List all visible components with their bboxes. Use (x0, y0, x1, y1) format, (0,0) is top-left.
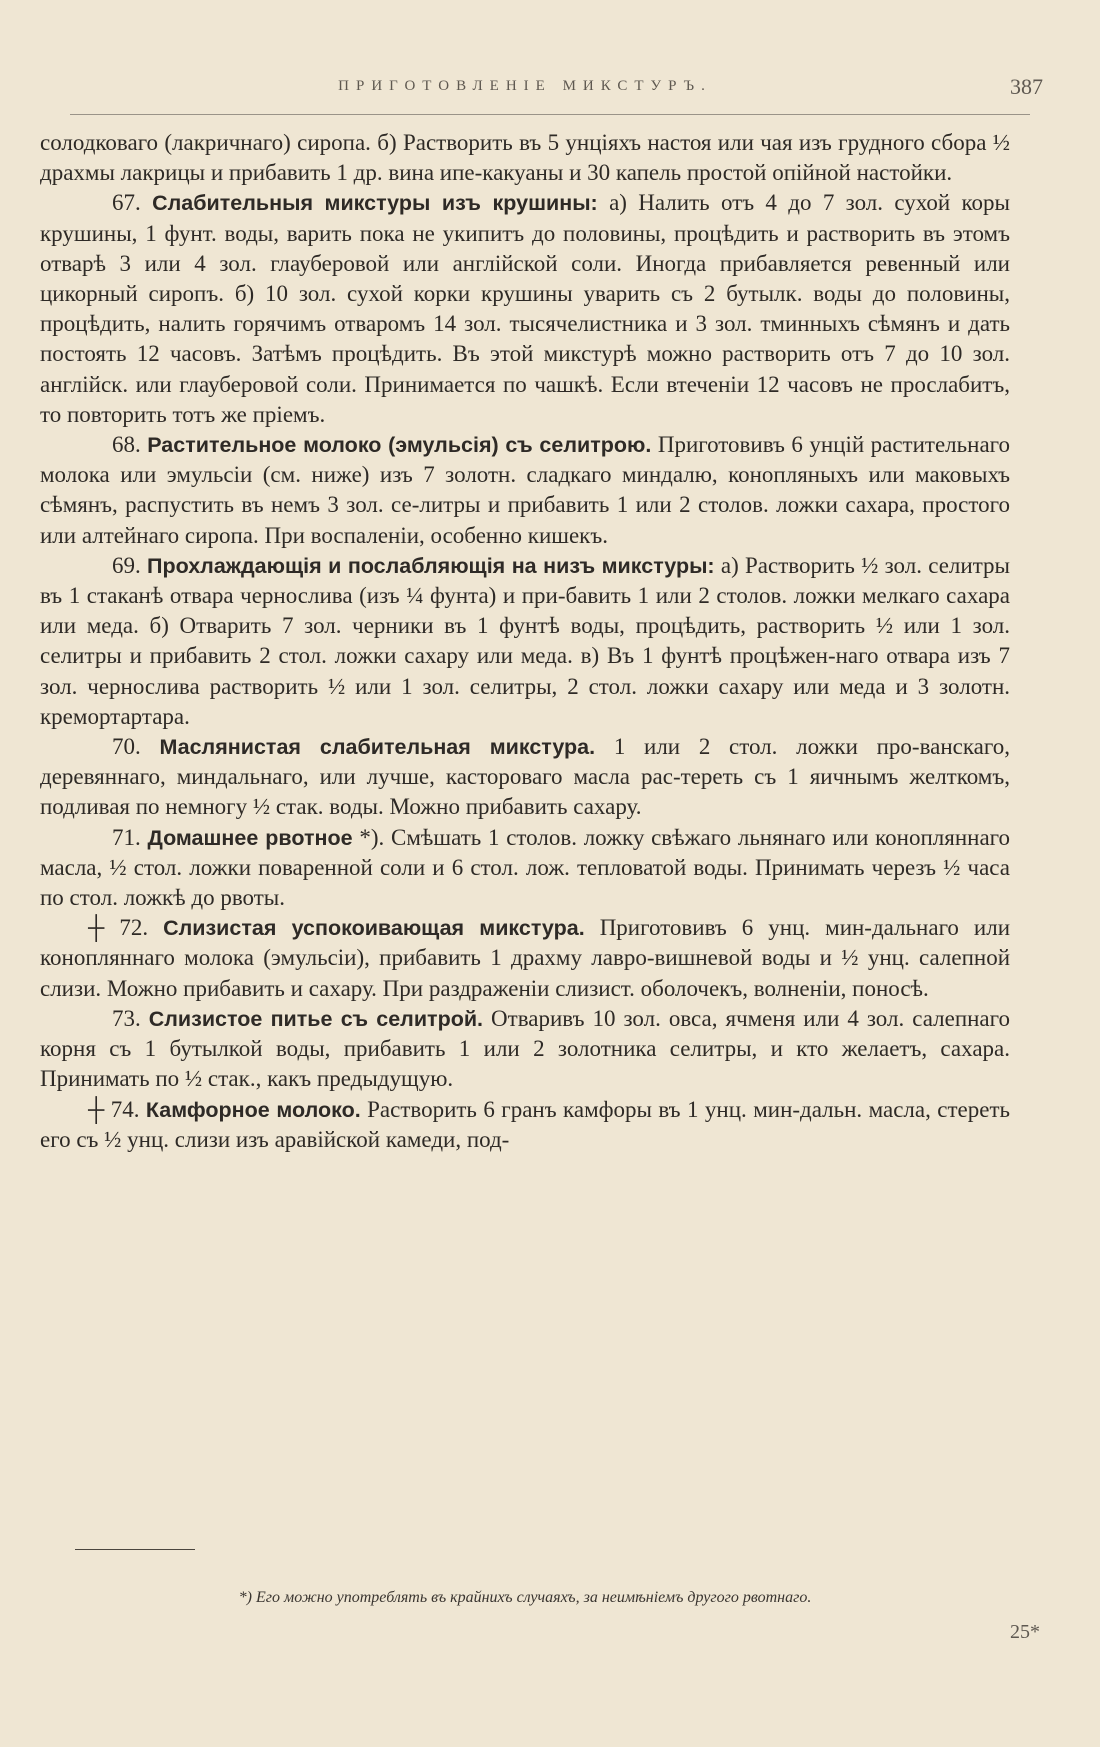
header-rule (70, 114, 1030, 115)
recipe-number: 72. (119, 915, 149, 941)
recipe-title: Домашнее рвотное (147, 825, 353, 850)
recipe-title: Камфорное молоко. (145, 1097, 361, 1122)
recipe-title: Прохлаждающія и послабляющія на низъ микстуры: (147, 553, 715, 578)
page-number: 387 (1010, 74, 1043, 99)
recipe-number: 71. (112, 824, 141, 850)
footnote: *) Его можно употреблять въ крайнихъ случаяхъ, за неимѣніемъ другого рвотнаго. (238, 1589, 812, 1606)
running-title: ПРИГОТОВЛЕНІЕ МИКСТУРЪ. (338, 78, 712, 94)
recipe-title: Маслянистая слабительная микстура. (159, 735, 596, 760)
recipe-text: Приготовивъ 6 унц. мин-дальнаго или конопляннаго молока (эмульсіи), прибавить 1 драхму лавро-вишневой воды и ½ унц. салепной слизи. Можно прибавить и сахару. При раздраженіи слизист. оболочекъ, волненіи, поносѣ. (40, 915, 1011, 1001)
recipe-67 (40, 188, 1010, 430)
recipe-text: Приготовивъ 6 унцій растительнаго молока или эмульсіи (см. ниже) изъ 7 золотн. сладкаго миндалю, конопляныхъ или маковыхъ сѣмянъ, распустить въ немъ 3 зол. се-литры и прибавить 1 или 2 столов. ложки сахара, простого или алтейнаго сиропа. При воспаленіи, особенно кишекъ. (40, 432, 1011, 548)
recipe-74 (40, 1095, 1010, 1155)
paragraph-continuation (40, 128, 1010, 188)
recipe-title: Слизистая успокоивающая микстура. (163, 916, 585, 941)
page-header (40, 74, 1043, 108)
recipe-number: 74. (110, 1096, 140, 1122)
recipe-text: а) Налить отъ 4 до 7 зол. сухой коры крушины, 1 фунт. воды, варить пока не укипитъ до половины, процѣдить и растворить въ этомъ отварѣ 3 или 4 зол. глауберовой или англійской соли. Иногда прибавляется ревенный или цикорный сиропъ. б) 10 зол. сухой корки крушины уварить съ 2 бутылк. воды до половины, процѣдить, налить горячимъ отваромъ 14 зол. тысячелистника и 3 зол. тминныхъ сѣмянъ и дать постоять 12 часовъ. Затѣмъ процѣдить. Въ этой микстурѣ можно растворить отъ 7 до 10 зол. англійск. или глауберовой соли. Принимается по чашкѣ. Если втеченіи 12 часовъ не прослабитъ, то повторить тотъ же пріемъ. (40, 190, 1011, 427)
recipe-73 (40, 1004, 1010, 1095)
recipe-text: а) Растворить ½ зол. селитры въ 1 стаканѣ отвара чернослива (изъ ¼ фунта) и при-бавить 1 или 2 столов. ложки мелкаго сахара или меда. б) Отварить 7 зол. черники въ 1 фунтѣ воды, процѣдить, растворить ½ или 1 зол. селитры и прибавить 2 стол. ложки сахару или меда. в) Въ 1 фунтѣ процѣжен-наго отвара изъ 7 зол. чернослива растворить ½ или 1 зол. селитры, 2 стол. ложки сахару или меда и 3 золотн. кремортартара. (40, 552, 1010, 729)
recipe-text: Отваривъ 10 зол. овса, ячменя или 4 зол. салепнаго корня съ 1 бутылкой воды, прибавить 1 или 2 золотника селитры, и кто желаетъ, сахара. Принимать по ½ стак., какъ предыдущую. (40, 1005, 1011, 1092)
recipe-68 (40, 430, 1010, 551)
page-body (40, 128, 1010, 1155)
dagger-mark: ┼ (88, 1096, 105, 1122)
recipe-number: 69. (112, 552, 141, 578)
recipe-72 (40, 913, 1010, 1004)
recipe-69 (40, 551, 1010, 732)
recipe-number: 70. (112, 734, 141, 760)
signature-mark: 25* (1010, 1621, 1040, 1643)
recipe-71 (40, 823, 1010, 914)
recipe-title: Растительное молоко (эмульсія) съ селитрою. (147, 433, 652, 458)
recipe-title: Слизистое питье съ селитрой. (148, 1006, 484, 1031)
paragraph-text: солодковаго (лакричнаго) сиропа. б) Растворить въ 5 унціяхъ настоя или чая изъ грудного сбора ½ драхмы лакрицы и прибавить 1 др. вина ипе-какуаны и 30 капель простой опійной настойки. (40, 130, 1010, 186)
footnote-rule (75, 1549, 195, 1550)
recipe-text: Смѣшать 1 столов. ложку свѣжаго льнянаго или конопляннаго масла, ½ стол. ложки поваренной соли и 6 стол. лож. тепловатой воды. Принимать черезъ ½ часа по стол. ложкѣ до рвоты. (40, 824, 1011, 911)
recipe-number: 68. (112, 432, 141, 458)
recipe-70 (40, 732, 1010, 823)
recipe-number: 73. (112, 1005, 141, 1031)
recipe-text: 1 или 2 стол. ложки про-ванскаго, деревяннаго, миндальнаго, или лучше, касторoваго масла рас-тереть съ 1 яичнымъ желткомъ, подливая по немногу ½ стак. воды. Можно прибавить сахару. (40, 734, 1011, 820)
dagger-mark: ┼ (88, 915, 105, 941)
recipe-title: Слабительныя микстуры изъ крушины: (152, 191, 598, 216)
footnote-mark: *). (359, 824, 385, 850)
recipe-text: Растворить 6 гранъ камфоры въ 1 унц. мин-дальн. масла, стереть его съ ½ унц. слизи изъ аравійской камеди, под- (40, 1096, 1010, 1152)
recipe-number: 67. (112, 190, 141, 216)
